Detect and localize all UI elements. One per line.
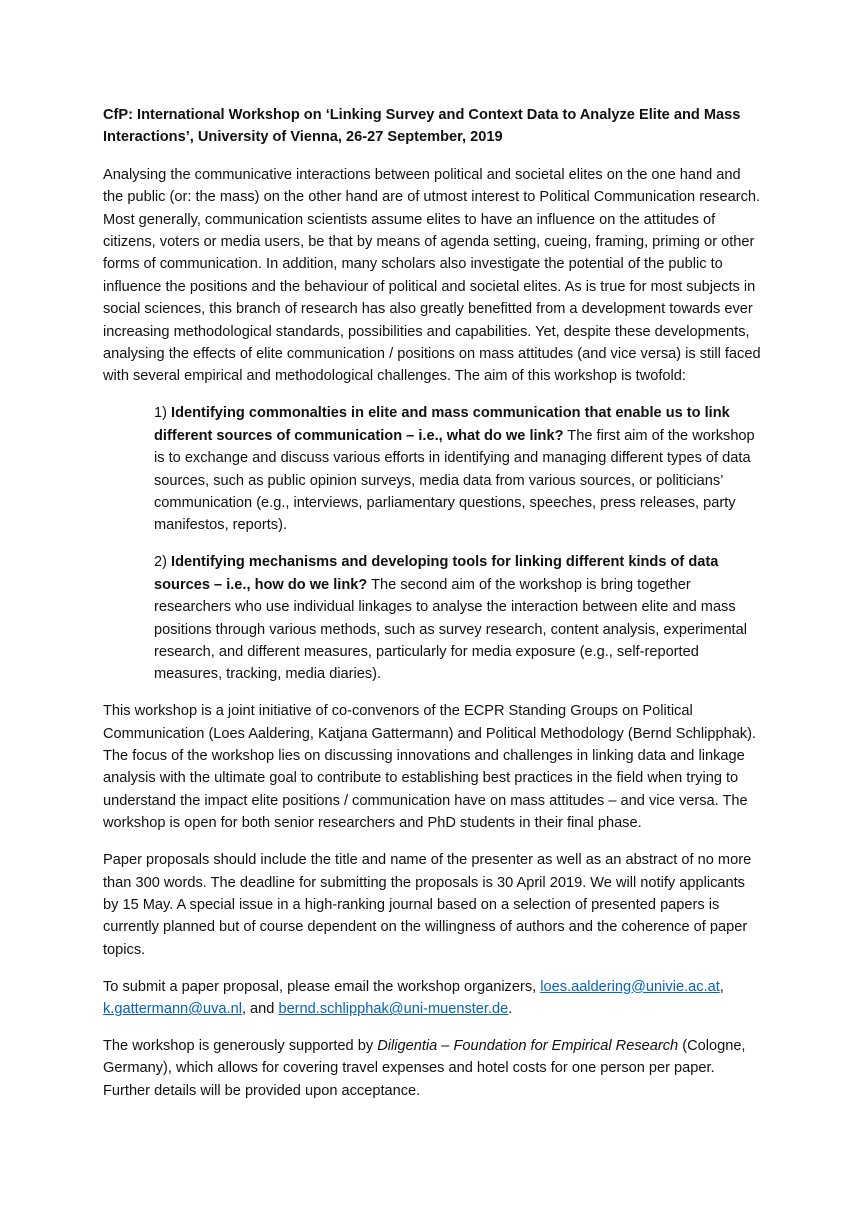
support-suffix: (Cologne, Germany), which allows for covering travel expenses and hotel costs for one person per paper. Further details will be provided upon acceptance.	[103, 1038, 746, 1099]
intro-paragraph: Analysing the communicative interactions between political and societal elites on the one hand and the public (or: the mass) on the other hand are of utmost interest to Political Communication research. Most generally, communication scientists assume elites to have an influence on the attitudes of citizens, voters or media users, be that by means of agenda setting, cueing, framing, priming or other forms of communication. In addition, many scholars also investigate the potential of the public to influence the positions and the behaviour of political and societal elites. As is true for most subjects in social sciences, this branch of research has also greatly benefitted from a development towards ever increasing methodological standards, possibilities and capabilities. Yet, despite these developments, analysing the effects of elite communication / positions on mass attitudes (and vice versa) is still faced with several empirical and methodological challenges. The aim of this workshop is twofold:	[103, 166, 761, 385]
separator: ,	[719, 978, 724, 995]
foundation-name: Diligentia – Foundation for Empirical Research	[377, 1038, 679, 1055]
document-title: CfP: International Workshop on ‘Linking Survey and Context Data to Analyze Elite and Mass Interactions’, University of Vienna, 26-27 September, 2019	[103, 107, 741, 146]
submit-paragraph	[103, 976, 763, 1021]
aim-heading: Identifying commonalties in elite and mass communication that enable us to link different sources of communication – i.e., what do we link?	[154, 405, 730, 444]
initiative-paragraph: This workshop is a joint initiative of co-convenors of the ECPR Standing Groups on Political Communication (Loes Aaldering, Katjana Gattermann) and Political Methodology (Bernd Schlipphak). The focus of the workshop lies on discussing innovations and challenges in linking data and linkage analysis with the ultimate goal to contribute to establishing best practices in the field when trying to understand the impact elite positions / communication have on mass attitudes – and vice versa. The workshop is open for both senior researchers and PhD students in their final phase.	[103, 703, 757, 832]
document-page	[103, 104, 763, 1117]
support-paragraph	[103, 1035, 763, 1102]
submit-prefix: To submit a paper proposal, please email the workshop organizers,	[103, 978, 541, 995]
aim-number: 1)	[154, 405, 172, 422]
separator: , and	[241, 1001, 279, 1018]
submit-suffix: .	[508, 1001, 513, 1018]
aim-text: The second aim of the workshop is bring together researchers who use individual linkages to analyse the interaction between elite and mass positions through various methods, such as survey research, content analysis, experimental research, and different measures, particularly for media exposure (e.g., self-reported measures, tracking, media diaries).	[154, 576, 747, 683]
aim-item-2	[154, 551, 763, 685]
aim-item-1	[154, 402, 763, 536]
aim-number: 2)	[154, 554, 172, 571]
email-link-schlipphak[interactable]: bernd.schlipphak@uni-muenster.de	[278, 1001, 509, 1018]
support-prefix: The workshop is generously supported by	[103, 1038, 378, 1055]
email-link-aaldering[interactable]: loes.aaldering@univie.ac.at	[540, 978, 720, 995]
aim-heading: Identifying mechanisms and developing tools for linking different kinds of data sources – i.e., how do we link?	[154, 554, 719, 593]
proposals-paragraph: Paper proposals should include the title and name of the presenter as well as an abstract of no more than 300 words. The deadline for submitting the proposals is 30 April 2019. We will notify applicants by 15 May. A special issue in a high-ranking journal based on a selection of presented papers is currently planned but of course dependent on the willingness of authors and the coherence of paper topics.	[103, 852, 752, 958]
aim-text: The first aim of the workshop is to exchange and discuss various efforts in identifying and managing different types of data sources, such as public opinion surveys, media data from various sources, or politicians’ communication (e.g., interviews, parliamentary questions, speeches, press releases, party manifestos, reports).	[154, 427, 755, 534]
email-link-gattermann[interactable]: k.gattermann@uva.nl	[103, 1001, 242, 1018]
